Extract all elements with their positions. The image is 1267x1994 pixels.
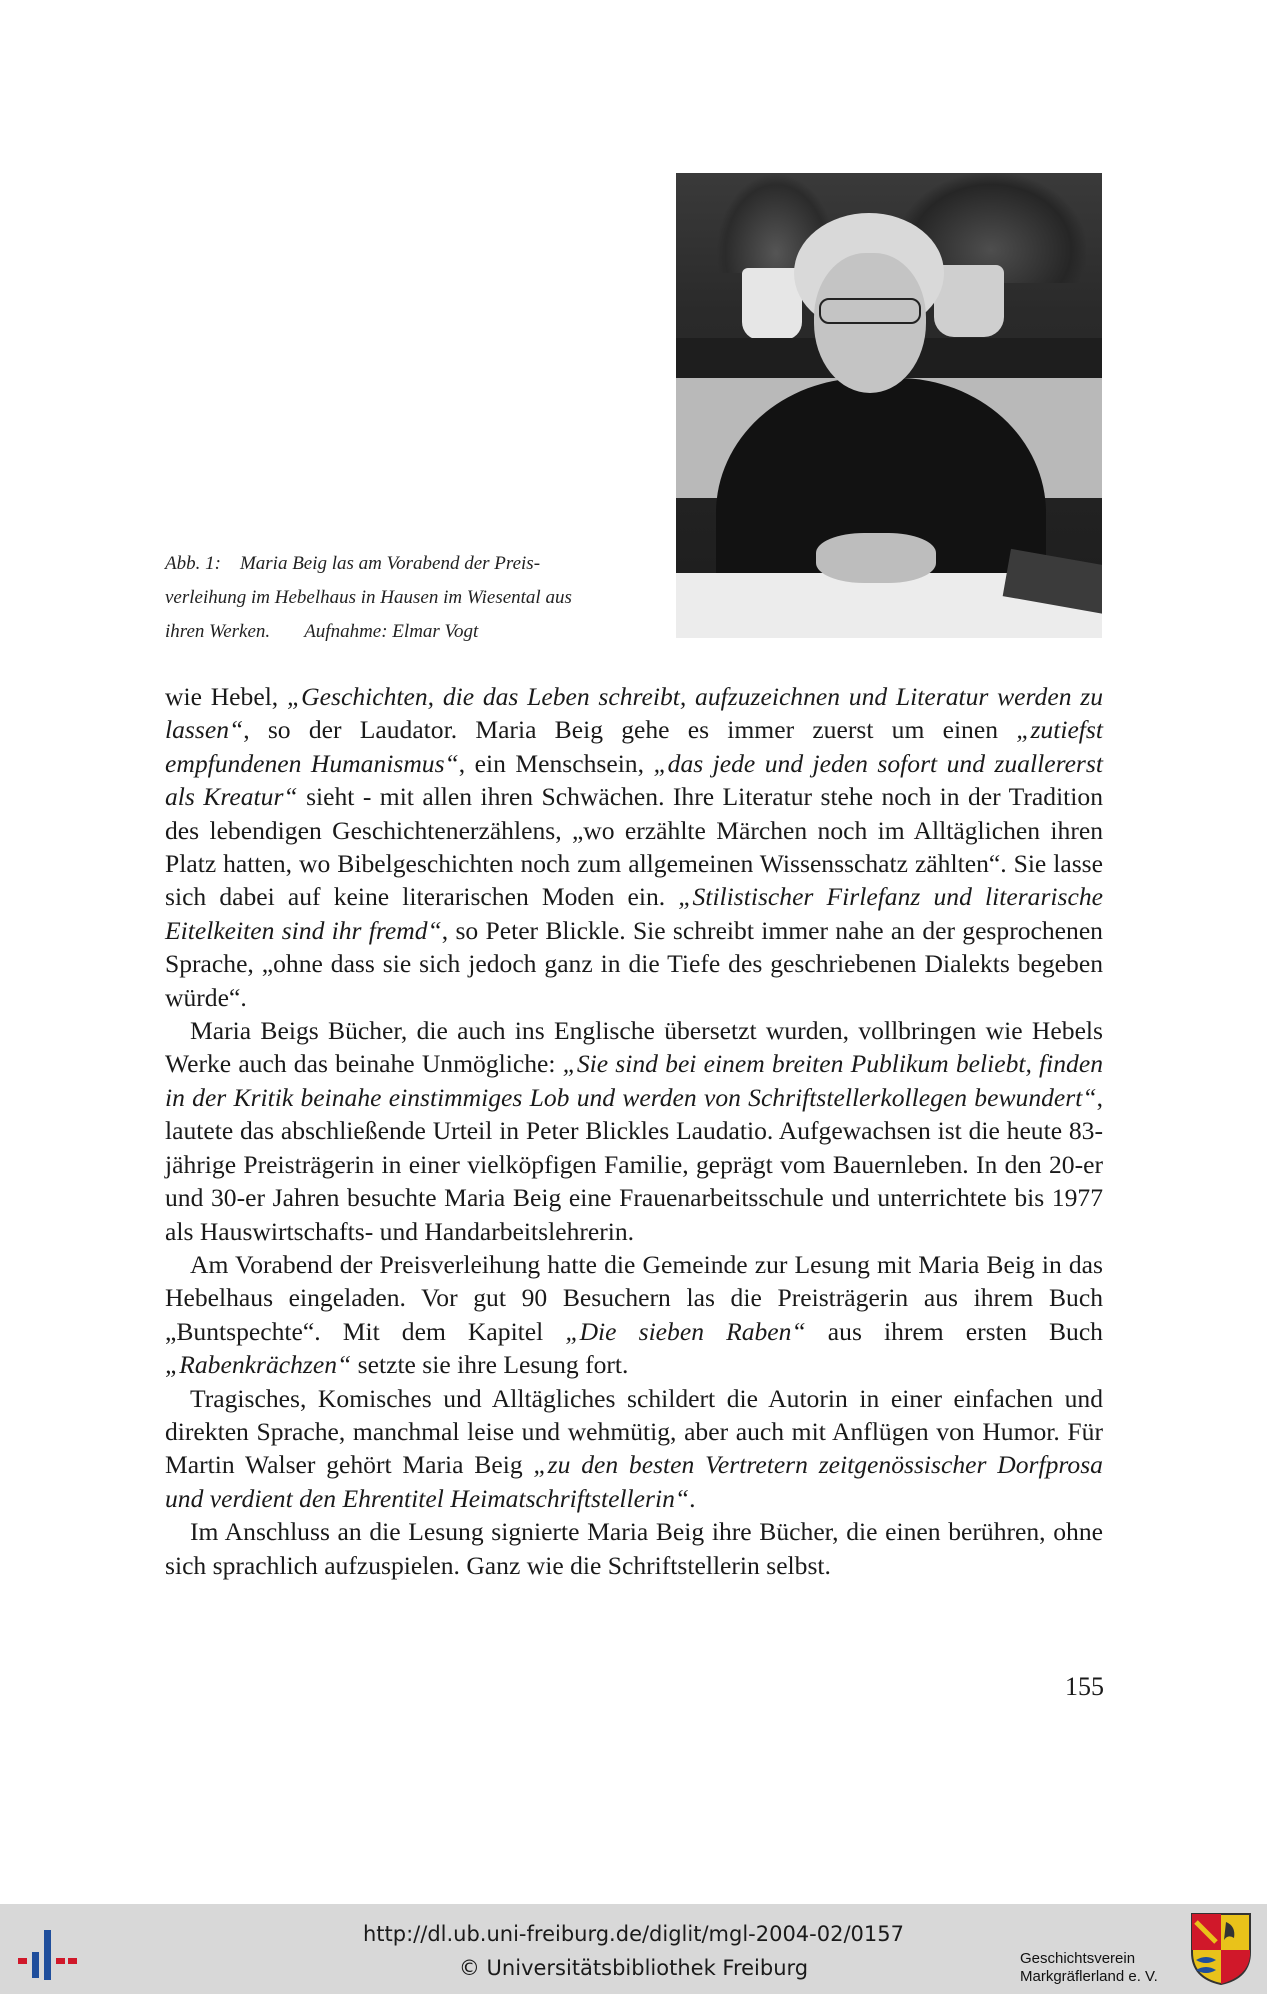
paragraph xyxy=(165,1515,1103,1582)
body-text-run: , lautete das abschließende Urteil in Peter Blickles Laudatio. Aufgewachsen ist die heute 83-jährige Preisträgerin in einer vielköpfigen Familie, geprägt vom Bauernleben. In den 20-er und 30-er Jahren besuchte Maria Beig eine Frauenarbeitsschule und unterrichtete bis 1977 als Hauswirtschafts- und Handarbeitslehrerin. xyxy=(165,1082,1103,1246)
caption-line: verleihung im Hebelhaus in Hausen im Wiesental aus xyxy=(165,587,572,608)
body-text-run: Maria Beigs Bücher, die auch ins Englische übersetzt wurden, vollbringen wie Hebels Werke auch das beinahe Unmögliche: xyxy=(165,1016,1103,1079)
document-url[interactable]: http://dl.ub.uni-freiburg.de/diglit/mgl-2004-02/0157 xyxy=(362,1922,904,1946)
quote-text: „zutiefst empfundenen Humanismus“ xyxy=(165,715,1103,778)
coat-of-arms-icon xyxy=(1190,1912,1252,1986)
body-text-run: , so der Laudator. Maria Beig gehe es immer zuerst um einen xyxy=(243,715,1017,745)
body-text-run: sieht - mit allen ihren Schwächen. Ihre Literatur stehe noch in der Tradition des lebendigen Geschichtenerzählens, „wo erzählte Märchen noch im Alltäglichen ihren Platz hatten, wo Bibelgeschichten noch zum allgemeinen Wissensschatz zählten“. Sie lasse sich dabei auf keine literarischen Moden ein. xyxy=(165,782,1103,912)
paragraph xyxy=(165,1014,1103,1248)
page-number: 155 xyxy=(1065,1672,1104,1701)
quote-text: „Die sieben Raben“ xyxy=(565,1316,806,1346)
body-text-run: . xyxy=(689,1483,696,1513)
portrait-photo xyxy=(676,173,1102,638)
footer-bar xyxy=(0,1904,1267,1994)
caption-line: ihren Werken. xyxy=(165,621,271,642)
photo-credit: Aufnahme: Elmar Vogt xyxy=(304,621,479,642)
society-line: Geschichtsverein xyxy=(1020,1950,1136,1967)
figure-caption xyxy=(165,547,655,649)
body-text-run: Tragisches, Komisches und Alltägliches schildert die Autorin in einer einfachen und direkten Sprache, manchmal leise und wehmütig, aber auch mit Anflügen von Humor. Für Martin Walser gehört Maria Beig xyxy=(165,1383,1103,1480)
body-text-run: , ein Menschsein, xyxy=(458,748,654,778)
quote-text: „das jede und jeden sofort und zuallererst als Kreatur“ xyxy=(165,748,1103,812)
body-text-run: aus ihrem ersten Buch xyxy=(805,1316,1103,1346)
quote-text: „zu den besten Vertretern zeitgenössischer Dorfprosa und verdient den Ehrentitel Heimatschriftstellerin“ xyxy=(165,1450,1103,1513)
body-text-run: , so Peter Blickle. Sie schreibt immer nahe an der gesprochenen Sprache, „ohne dass sie sich jedoch ganz in die Tiefe des geschriebenen Dialekts begeben würde“. xyxy=(165,915,1103,1012)
paragraph xyxy=(165,1248,1103,1382)
quote-text: „Stilistischer Firlefanz und literarische Eitelkeiten sind ihr fremd“ xyxy=(165,882,1103,945)
body-text-run: Am Vorabend der Preisverleihung hatte die Gemeinde zur Lesung mit Maria Beig in das Hebelhaus eingeladen. Vor gut 90 Besuchern las die Preisträgerin aus ihrem Buch „Buntspechte“. Mit dem Kapitel xyxy=(165,1249,1103,1346)
society-name xyxy=(1020,1950,1158,1986)
quote-text: „Sie sind bei einem breiten Publikum beliebt, finden in der Kritik beinahe einstimmiges Lob und werden von Schriftstellerkollegen bewundert“ xyxy=(165,1049,1104,1112)
body-text-run: Im Anschluss an die Lesung signierte Maria Beig ihre Bücher, die einen berühren, ohne sich sprachlich aufzuspielen. Ganz wie die Schriftstellerin selbst. xyxy=(165,1517,1103,1580)
article-body xyxy=(165,680,1103,1582)
quote-text: „Geschichten, die das Leben schreibt, aufzuzeichnen und Literatur werden zu lassen“ xyxy=(165,682,1104,745)
body-text-run: setzte sie ihre Lesung fort. xyxy=(351,1350,629,1380)
body-text-run: wie Hebel, xyxy=(165,682,287,711)
society-line: Markgräflerland e. V. xyxy=(1020,1968,1158,1985)
paragraph xyxy=(165,680,1103,1014)
quote-text: „Rabenkrächzen“ xyxy=(165,1350,352,1380)
caption-label: Abb. 1: xyxy=(165,553,221,574)
caption-line: Maria Beig las am Vorabend der Preis- xyxy=(239,553,541,574)
paragraph xyxy=(165,1382,1103,1516)
copyright-notice: © Universitätsbibliothek Freiburg xyxy=(458,1956,809,1980)
